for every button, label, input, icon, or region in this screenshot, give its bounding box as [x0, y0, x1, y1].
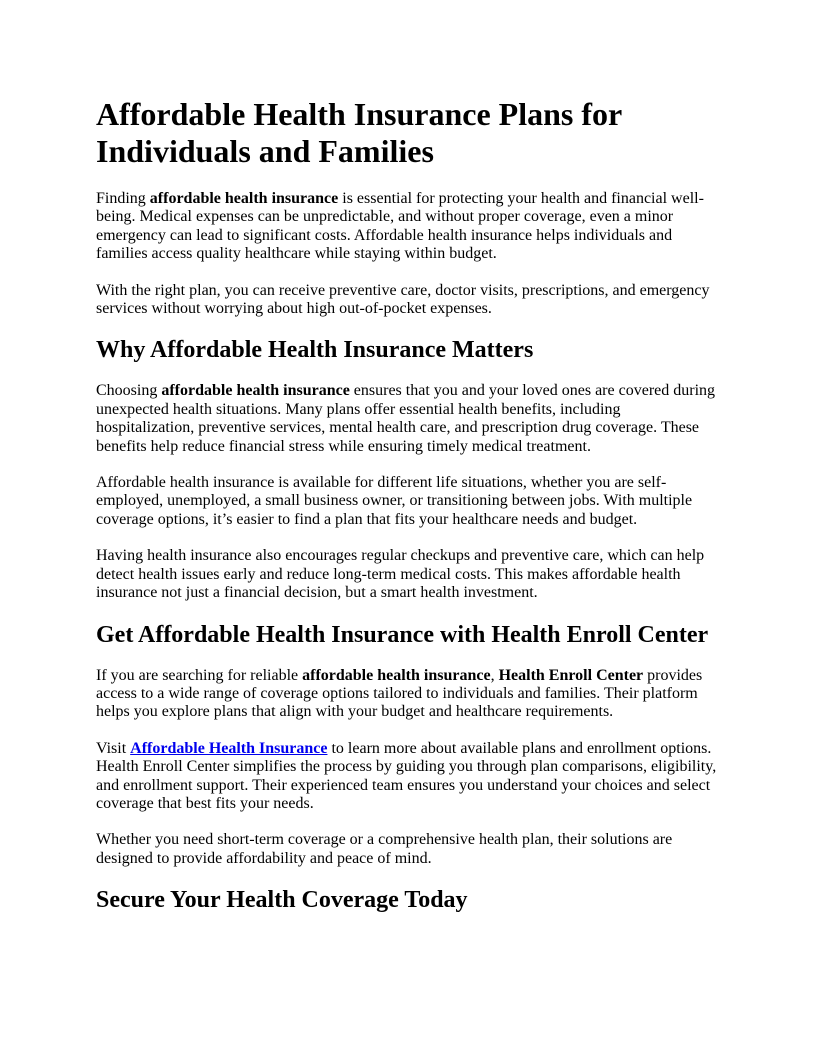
intro-p1-bold-keyword: affordable health insurance	[149, 190, 339, 207]
get-p1-bold-brand: Health Enroll Center	[498, 666, 644, 684]
get-p2-text-before: Visit	[96, 739, 131, 757]
get-p2-text-after: to learn more about available plans and enrollment options. Health Enroll Center simplifies the process by guiding you through plan comparisons, eligibility, and enrollment support. Their experienced team ensures you understand your choices and select coverage that best fits your needs.	[96, 739, 717, 812]
why-paragraph-2: Affordable health insurance is available for different life situations, whether you are self-employed, unemployed, a small business owner, or transitioning between jobs. With multiple coverage options, it’s easier to find a plan that fits your healthcare needs and budget.	[96, 474, 693, 528]
get-paragraph-3: Whether you need short-term coverage or a comprehensive health plan, their solutions are designed to provide affordability and peace of mind.	[96, 831, 673, 867]
section-heading-get: Get Affordable Health Insurance with Health Enroll Center	[96, 621, 709, 648]
get-p1-bold-keyword: affordable health insurance	[302, 666, 491, 684]
section-heading-why: Why Affordable Health Insurance Matters	[96, 337, 534, 364]
intro-p1-text-after: is essential for protecting your health and financial well-being. Medical expenses can be unpredictable, and without proper coverage, even a minor emergency can lead to significant costs. Affordable health insurance helps individuals and families access quality healthcare while staying within budget.	[96, 190, 704, 263]
get-p1-text-mid: ,	[490, 666, 499, 684]
why-paragraph-1	[96, 382, 720, 456]
get-p1-text-before: If you are searching for reliable	[96, 666, 303, 684]
page-title: Affordable Health Insurance Plans for Individuals and Families	[96, 96, 622, 169]
why-p1-text-before: Choosing	[96, 382, 162, 400]
intro-paragraph-2: With the right plan, you can receive preventive care, doctor visits, prescriptions, and emergency services without worrying about high out-of-pocket expenses.	[96, 281, 710, 318]
get-paragraph-1	[96, 667, 720, 722]
get-p1-text-after: provides access to a wide range of coverage options tailored to individuals and families. Their platform helps you explore plans that align with your budget and healthcare requirements.	[96, 666, 703, 721]
get-paragraph-2	[96, 740, 720, 814]
why-p1-text-after: ensures that you and your loved ones are covered during unexpected health situations. Many plans offer essential health benefits, including hospitalization, preventive services, mental health care, and prescription drug coverage. These benefits help reduce financial stress while ensuring timely medical treatment.	[96, 382, 716, 455]
why-p1-bold-keyword: affordable health insurance	[161, 382, 350, 400]
why-paragraph-3: Having health insurance also encourages regular checkups and preventive care, which can help detect health issues early and reduce long-term medical costs. This makes affordable health insurance not just a financial decision, but a smart health investment.	[96, 547, 705, 602]
intro-paragraph-1	[96, 190, 720, 264]
affordable-health-insurance-link[interactable]: Affordable Health Insurance	[130, 739, 328, 757]
section-heading-secure: Secure Your Health Coverage Today	[96, 887, 468, 914]
intro-p1-text-before: Finding	[96, 190, 150, 207]
document-page	[96, 96, 720, 932]
